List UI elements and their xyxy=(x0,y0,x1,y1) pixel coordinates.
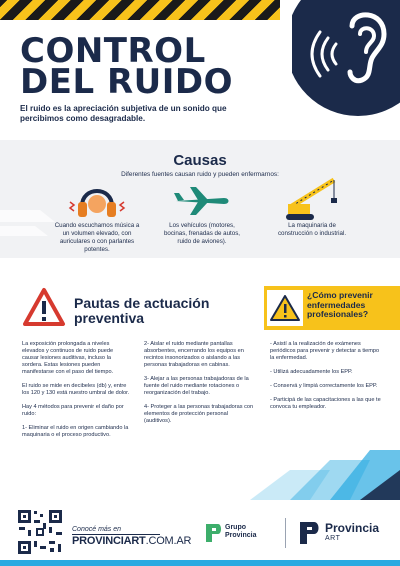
warning-icon xyxy=(22,287,66,327)
prevention-item: - Utilizá adecuadamente los EPP. xyxy=(270,369,353,375)
cause-text-machinery: La maquinaria de construcción o industrial. xyxy=(277,222,347,237)
warning-icon xyxy=(267,290,303,326)
pautas-paragraph: El ruido se mide en decibeles (db) y, entre los 120 y 130 está nuestro umbral de dolor. xyxy=(22,383,130,396)
grupo-provincia-logo xyxy=(204,522,222,544)
headphones-icon xyxy=(66,180,128,220)
page-title xyxy=(20,31,260,102)
provincia-art-sub: ART xyxy=(325,535,341,542)
prevention-item: - Participá de las capacitaciones a las que te convoca tu empleador. xyxy=(270,397,381,410)
crane-icon xyxy=(282,176,344,222)
website-link-main: PROVINCIART xyxy=(72,535,146,547)
title-line-2: DEL RUIDO xyxy=(20,62,234,102)
causes-subtitle: Diferentes fuentes causan ruido y pueden enfermarnos: xyxy=(121,171,279,178)
pautas-title: Pautas de actuación preventiva xyxy=(74,295,210,326)
grupo-label-line1: Grupo xyxy=(225,524,246,531)
title-line-1: CONTROL xyxy=(20,31,206,71)
visit-label: Conocé más en xyxy=(72,526,122,533)
page-subtitle: El ruido es la apreciación subjetiva de un sonido que percibimos como desagradable. xyxy=(20,104,227,123)
decorative-waves xyxy=(250,430,400,500)
pautas-paragraph: 2- Aislar el ruido mediante pantallas absorbentes, encerrando los equipos en recintos insonorizados o aislando a las personas trabajadoras en cabinas. xyxy=(144,341,244,368)
airplane-icon xyxy=(172,184,232,218)
cause-text-vehicles: Los vehículos (motores, bocinas, frenadas de autos, ruido de aviones). xyxy=(163,222,241,245)
ear-icon xyxy=(292,0,400,118)
pautas-column-1 xyxy=(22,341,130,446)
pautas-paragraph: 4- Proteger a las personas trabajadoras con elementos de protección personal (auditivos). xyxy=(144,404,254,424)
logo-divider xyxy=(285,518,286,548)
qr-code-icon[interactable] xyxy=(16,508,64,556)
grupo-label-line2: Provincia xyxy=(225,532,257,539)
cause-text-music: Cuando escuchamos música a un volumen elevado, con auriculares o con parlantes potentes. xyxy=(54,222,140,253)
pautas-paragraph: 3- Alejar a las personas trabajadoras de la fuente del ruido mediante rotaciones o reorganización del trabajo. xyxy=(144,376,249,396)
pautas-paragraph: Hay 4 métodos para prevenir el daño por ruido: xyxy=(22,404,124,417)
pautas-column-2 xyxy=(144,341,256,432)
provincia-art-name: Provincia xyxy=(325,521,380,535)
bottom-bar xyxy=(0,560,400,566)
grupo-provincia-label xyxy=(225,524,257,540)
provincia-art-logo xyxy=(298,520,320,546)
pautas-paragraph: 1- Eliminar el ruido en origen cambiando la maquinaria o el proceso productivo. xyxy=(22,425,129,438)
prevention-list xyxy=(270,341,382,418)
prevention-title: ¿Cómo prevenir enfermedades profesionales? xyxy=(307,290,373,319)
prevention-item: - Conservá y limpiá correctamente los EPP. xyxy=(270,383,378,389)
prevention-item: - Asistí a la realización de exámenes periódicos para prevenir y detectar a tiempo la enfermedad. xyxy=(270,341,380,361)
causes-title: Causas xyxy=(173,152,227,169)
website-link[interactable] xyxy=(72,535,191,547)
website-link-tld: .COM.AR xyxy=(145,535,192,547)
hazard-stripe xyxy=(0,0,280,20)
pautas-paragraph: La exposición prolongada a niveles elevados y continuos de ruido puede causar lesiones auditivas, incluso la sordera. Estas lesiones pueden manifestarse con el paso del tiempo. xyxy=(22,341,114,375)
